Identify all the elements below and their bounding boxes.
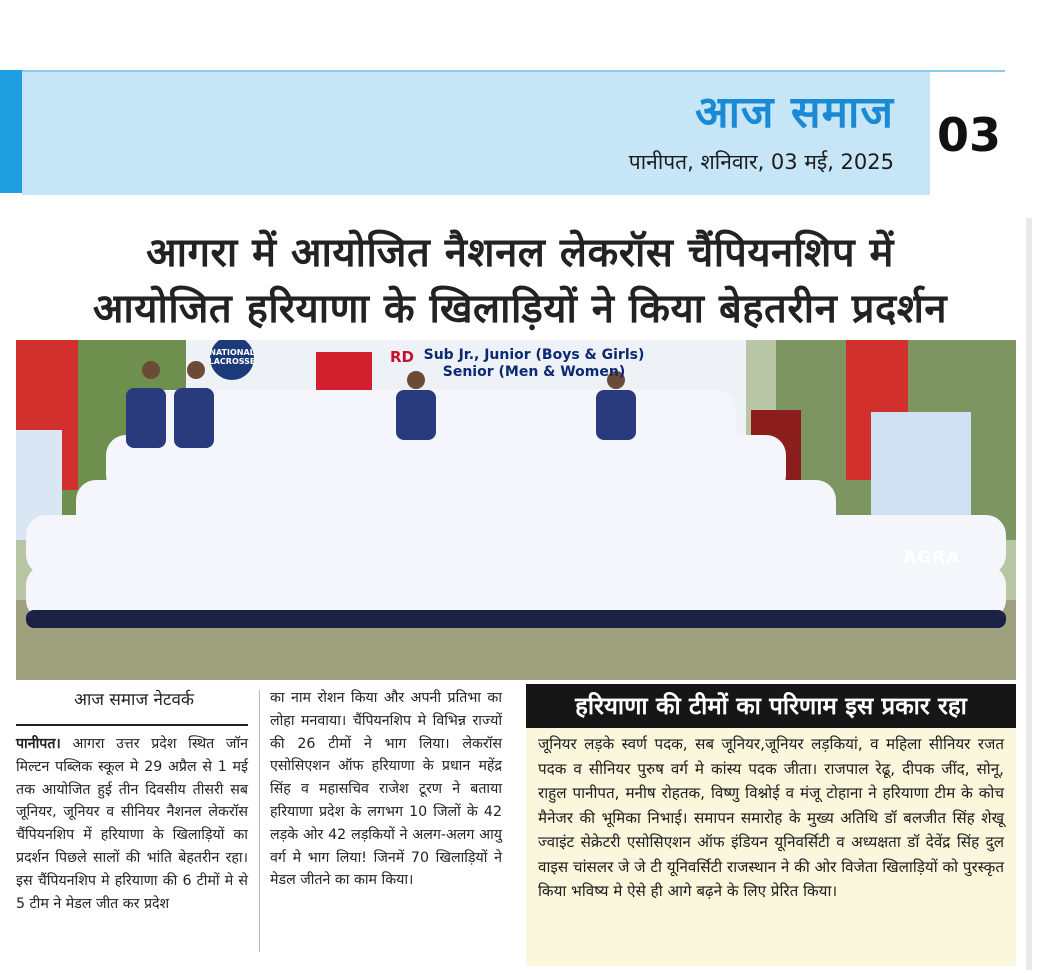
article-headline [14, 225, 1026, 337]
banner-event-title: Sub Jr., Junior (Boys & Girls) [423, 347, 645, 363]
group-photo [16, 340, 1016, 680]
group-photo-illustration [16, 340, 1016, 680]
article-column-2: का नाम रोशन किया और अपनी प्रतिभा का लोहा मनवाया। चैंपियनशिप मे विभिन्न राज्यों की 26 टीमों ने भाग लिया। लेकरॉस एसोसिएशन ऑफ हरियाणा के प्रधान महेंद्र सिंह व महासचिव राजेश टूरण ने बताया हरियाणा प्रदेश के लगभग 10 जिलों के 42 लड़के ओर 42 लड़कियों ने अलग-अलग आयु वर्ग मे भाग लिया! जिनमें 70 खिलाड़ियों ने मेडल जीतने का काम किया। [270, 690, 502, 889]
results-box-text: जूनियर लड़के स्वर्ण पदक, सब जूनियर,जूनियर लड़कियां, व महिला सीनियर रजत पदक व सीनियर पुरुष वर्ग मे कांस्य पदक जीता। राजपाल रेढू, दीपक जींद, सोनू, राहुल पानीपत, मनीष रोहतक, विष्णु विश्नोई व मंजू टोहाना ने हरियाणा टीम के कोच मैनेजर की भूमिका निभाई। समापन समारोह के मुख्य अतिथि डॉ बलजीत सिंह शेखू ज्वाइंट सेक्रेटरी एसोसिएशन ऑफ इंडियन यूनिवर्सिटी व अध्यक्षता डॉ देवेंद्र सिंह दुल वाइस चांसलर जे जे टी यूनिवर्सिटी राजस्थान ने की ओर विजेता खिलाड़ियों को पुरस्कृत किया भविष्य मे ऐसे ही आगे बढ़ने के लिए प्रेरित किया। [538, 735, 1004, 900]
article-dateline-place: पानीपत। [16, 736, 61, 752]
masthead-rule [930, 70, 1005, 72]
headline-line-1: आगरा में आयोजित नैशनल लेकरॉस चैंपियनशिप में [146, 230, 894, 276]
byline-rule [16, 724, 248, 726]
column-1-text: आगरा उत्तर प्रदेश स्थित जॉन मिल्टन पब्लिक स्कूल मे 29 अप्रैल से 1 मई तक आयोजित हुई तीन दिवसीय तीसरी सब जूनियर, जूनियर व सीनियर नैशनल लेकरॉस चैंपियनशिप में हरियाणा के खिलाड़ियों का प्रदर्शन पिछले सालों की भांति बेहतरीन रहा। इस चैंपियनशिप मे हरियाणा की 6 टीमों मे से 5 टीम ने मेडल जीत कर प्रदेश [16, 736, 248, 912]
banner-event-subtitle: Senior (Men & Women) [442, 364, 626, 380]
masthead-dateline: पानीपत, शनिवार, 03 मई, 2025 [628, 150, 894, 174]
page-number: 03 [937, 108, 1002, 162]
banner-rd-mark: RD [390, 348, 415, 366]
article-column-1 [16, 733, 248, 915]
banner-event-text [384, 346, 684, 380]
article-byline: आज समाज नेटवर्क [74, 690, 194, 710]
mascot-label: AGRA [903, 548, 961, 568]
column-divider [259, 690, 260, 952]
newspaper-name: आज समाज [694, 87, 894, 138]
results-box-title: हरियाणा की टीमों का परिणाम इस प्रकार रहा [526, 684, 1016, 728]
masthead-band [22, 70, 930, 195]
masthead-accent-bar [0, 70, 22, 193]
banner-logo-text: NATIONAL LACROSSE [208, 348, 256, 366]
results-box [526, 684, 1016, 966]
headline-line-2: आयोजित हरियाणा के खिलाड़ियों ने किया बेहतरीन प्रदर्शन [92, 286, 948, 332]
page-edge-shadow [1026, 218, 1032, 970]
